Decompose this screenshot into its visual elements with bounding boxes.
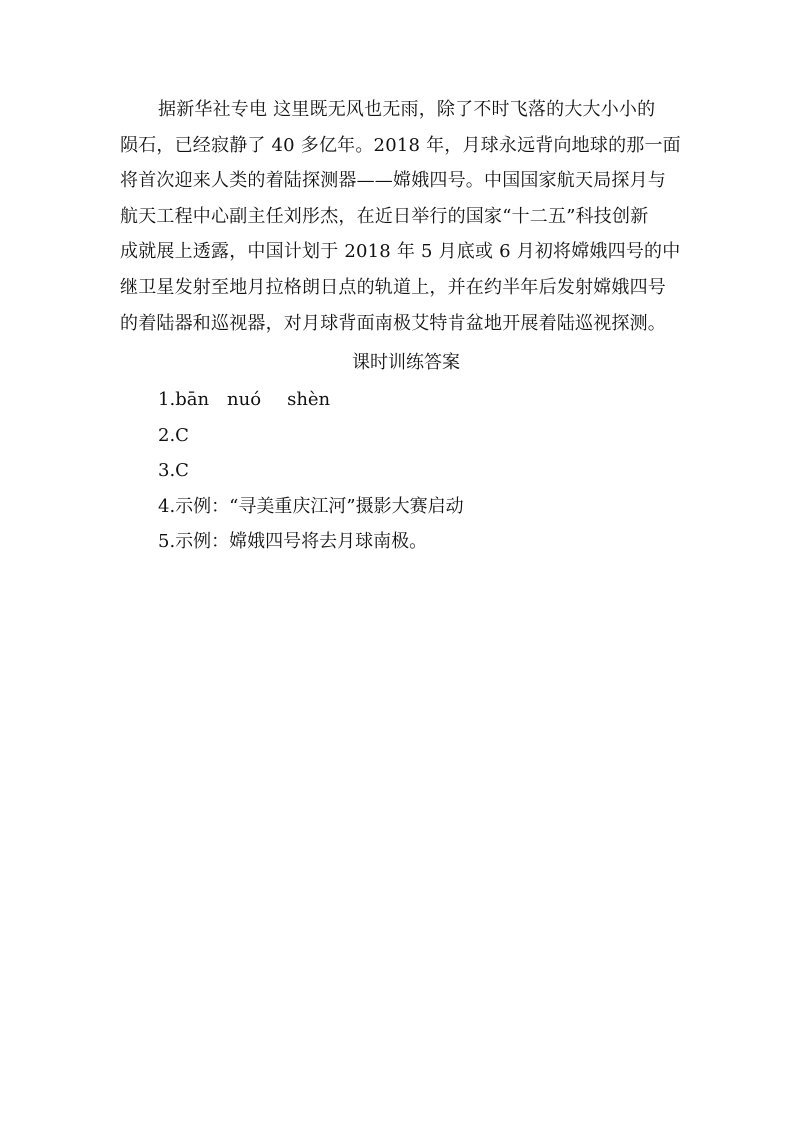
answer-item-5: 5.示例：嫦娥四号将去月球南极。 [158, 531, 428, 553]
paragraph-line: 成就展上透露，中国计划于 2018 年 5 月底或 6 月初将嫦娥四号的中 [120, 241, 681, 263]
answer-item-4: 4.示例：“寻美重庆江河”摄影大赛启动 [158, 495, 464, 517]
answer-item-3: 3.C [158, 460, 189, 482]
answer-item-1 [158, 382, 692, 418]
paragraph-line: 的着陆器和巡视器，对月球背面南极艾特肯盆地开展着陆巡视探测。 [120, 312, 666, 334]
answer-item-2: 2.C [158, 424, 189, 446]
paragraph-line: 航天工程中心副主任刘彤杰，在近日举行的国家“十二五”科技创新 [120, 205, 649, 227]
pinyin-1: bān [175, 389, 210, 410]
paragraph-line: 据新华社专电 这里既无风也无雨，除了不时飞落的大大小小的 [158, 99, 656, 120]
paragraph-line: 继卫星发射至地月拉格朗日点的轨道上，并在约半年后发射嫦娥四号 [120, 276, 666, 298]
paragraph-body [120, 92, 692, 341]
answer-number: 1. [158, 389, 176, 410]
answers-section-title: 课时训练答案 [352, 352, 460, 373]
news-paragraph [120, 92, 692, 341]
pinyin-3: shèn [287, 389, 331, 410]
answers-list [158, 382, 692, 560]
paragraph-line: 陨石，已经寂静了 40 多亿年。2018 年，月球永远背向地球的那一面 [120, 134, 681, 156]
pinyin-2: nuó [227, 389, 262, 410]
paragraph-line: 将首次迎来人类的着陆探测器——嫦娥四号。中国国家航天局探月与 [120, 170, 666, 192]
